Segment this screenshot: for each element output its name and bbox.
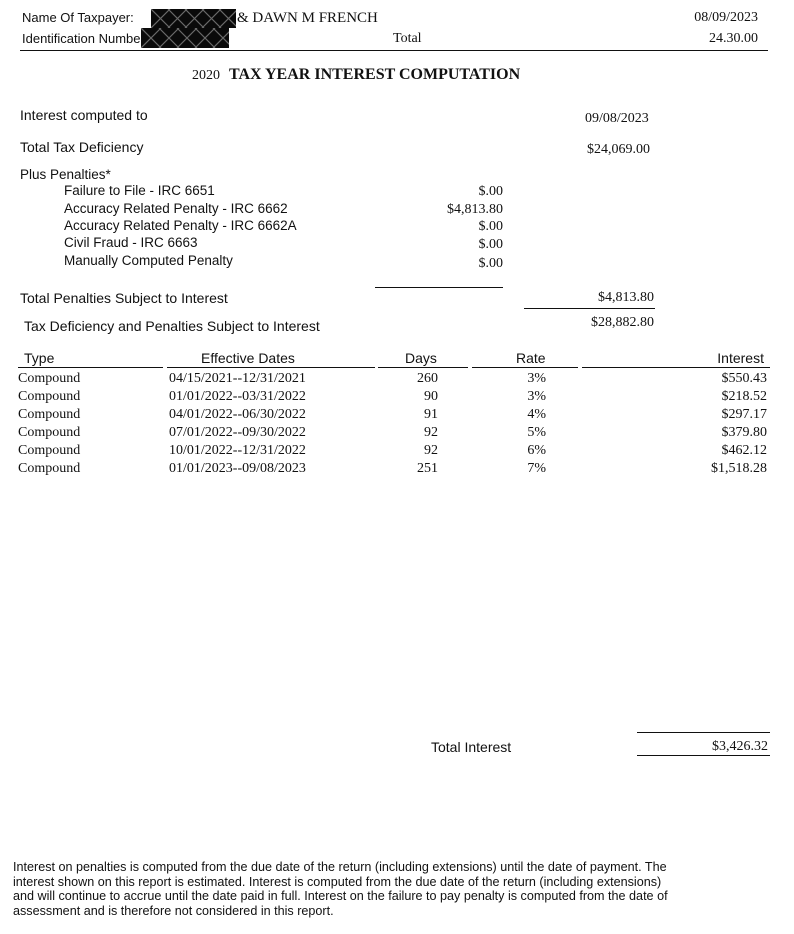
report-code: 24.30.00 — [709, 31, 758, 46]
rate-column-rule — [472, 367, 578, 368]
penalty-label: Manually Computed Penalty — [64, 253, 233, 268]
row-rate: 4% — [527, 407, 546, 422]
tax-year: 2020 — [192, 68, 220, 83]
row-days: 251 — [417, 461, 438, 476]
table-row — [0, 389, 794, 407]
interest-computed-value: 09/08/2023 — [585, 111, 649, 126]
row-days: 92 — [424, 425, 438, 440]
row-type: Compound — [18, 443, 81, 458]
redaction-block-id — [141, 28, 229, 48]
taxpayer-name: & DAWN M FRENCH — [237, 10, 378, 26]
row-dates: 04/01/2022--06/30/2022 — [169, 407, 306, 422]
total-penalties-value: $4,813.80 — [598, 290, 654, 305]
row-rate: 6% — [527, 443, 546, 458]
footnote-line: interest shown on this report is estimated. Interest is computed from the due date of the return (including extensions) — [13, 874, 662, 889]
title-text: TAX YEAR INTEREST COMPUTATION — [229, 66, 521, 83]
deficiency-and-penalties-value: $28,882.80 — [591, 315, 654, 330]
column-header-type: Type — [24, 350, 55, 366]
row-dates: 01/01/2022--03/31/2022 — [169, 389, 306, 404]
column-header-dates: Effective Dates — [201, 350, 295, 366]
report-date: 08/09/2023 — [694, 10, 758, 25]
table-row — [0, 443, 794, 461]
penalties-subtotal-rule — [375, 287, 503, 288]
interest-computed-label: Interest computed to — [20, 107, 148, 123]
row-rate: 7% — [527, 461, 546, 476]
row-type: Compound — [18, 461, 81, 476]
total-penalties-rule — [524, 308, 655, 309]
row-dates: 10/01/2022--12/31/2022 — [169, 443, 306, 458]
row-type: Compound — [18, 425, 81, 440]
penalty-value: $.00 — [478, 219, 503, 234]
header-rule — [20, 50, 768, 51]
row-type: Compound — [18, 371, 81, 386]
identification-number-label: Identification Numbe — [22, 31, 141, 46]
footnote-line: assessment and is therefore not considered in this report. — [13, 903, 334, 918]
row-days: 92 — [424, 443, 438, 458]
type-column-rule — [18, 367, 163, 368]
penalty-label: Accuracy Related Penalty - IRC 6662A — [64, 218, 297, 233]
row-interest: $462.12 — [721, 443, 767, 458]
row-days: 260 — [417, 371, 438, 386]
footnote-line: Interest on penalties is computed from the due date of the return (including extensions) until the date of payment. The — [13, 860, 667, 874]
total-interest-value: $3,426.32 — [712, 739, 768, 754]
table-row — [0, 461, 794, 479]
penalty-label: Failure to File - IRC 6651 — [64, 183, 215, 198]
column-header-days: Days — [405, 350, 437, 366]
penalty-value: $.00 — [478, 256, 503, 271]
penalty-value: $.00 — [478, 184, 503, 199]
days-column-rule — [378, 367, 468, 368]
total-interest-top-rule — [637, 732, 770, 733]
table-row — [0, 425, 794, 443]
total-interest-label: Total Interest — [431, 739, 512, 755]
total-penalties-label: Total Penalties Subject to Interest — [20, 290, 228, 306]
row-days: 91 — [424, 407, 438, 422]
row-rate: 3% — [527, 389, 546, 404]
tax-deficiency-value: $24,069.00 — [587, 142, 650, 157]
total-header-label: Total — [393, 31, 422, 46]
table-row — [0, 371, 794, 389]
row-rate: 5% — [527, 425, 546, 440]
interest-column-rule — [582, 367, 770, 368]
row-dates: 01/01/2023--09/08/2023 — [169, 461, 306, 476]
plus-penalties-label: Plus Penalties* — [20, 167, 111, 182]
row-rate: 3% — [527, 371, 546, 386]
tax-deficiency-label: Total Tax Deficiency — [20, 139, 144, 155]
column-header-rate: Rate — [516, 350, 546, 366]
row-type: Compound — [18, 389, 81, 404]
penalty-label: Civil Fraud - IRC 6663 — [64, 235, 198, 250]
penalty-value: $.00 — [478, 237, 503, 252]
row-interest: $1,518.28 — [711, 461, 767, 476]
row-type: Compound — [18, 407, 81, 422]
penalty-label: Accuracy Related Penalty - IRC 6662 — [64, 201, 288, 216]
footnote-line: and will continue to accrue until the date paid in full. Interest on the failure to pay penalty is computed from the date of — [13, 889, 668, 904]
dates-column-rule — [167, 367, 375, 368]
column-header-interest: Interest — [717, 350, 764, 366]
penalty-value: $4,813.80 — [447, 202, 503, 217]
table-row — [0, 407, 794, 425]
total-interest-bottom-rule — [637, 755, 770, 756]
row-interest: $379.80 — [721, 425, 767, 440]
row-dates: 04/15/2021--12/31/2021 — [169, 371, 306, 386]
row-interest: $297.17 — [721, 407, 767, 422]
row-dates: 07/01/2022--09/30/2022 — [169, 425, 306, 440]
footnote — [13, 860, 668, 918]
row-interest: $550.43 — [721, 371, 767, 386]
page-title — [192, 66, 520, 84]
deficiency-and-penalties-label: Tax Deficiency and Penalties Subject to Interest — [24, 318, 320, 334]
taxpayer-name-label: Name Of Taxpayer: — [22, 10, 134, 25]
row-days: 90 — [424, 389, 438, 404]
redaction-block-name — [151, 9, 236, 28]
row-interest: $218.52 — [721, 389, 767, 404]
